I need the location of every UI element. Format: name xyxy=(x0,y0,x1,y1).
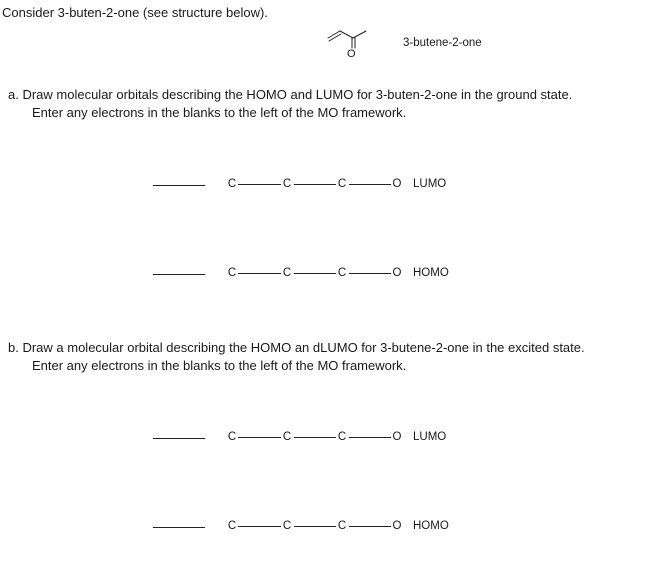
methyl-bond xyxy=(353,31,366,38)
bond-c3-o xyxy=(349,437,391,438)
electron-blank[interactable] xyxy=(153,185,205,186)
part-b-question: b. Draw a molecular orbital describing the HOMO an dLUMO for 3-butene-2-one in the excited state. xyxy=(8,340,585,355)
part-b-instruction: Enter any electrons in the blanks to the left of the MO framework. xyxy=(32,358,407,373)
bond-c3-o xyxy=(349,526,391,527)
electron-blank[interactable] xyxy=(153,274,205,275)
atom-c2: C xyxy=(282,520,292,532)
mo-label: HOMO xyxy=(413,267,449,279)
atom-c3: C xyxy=(337,267,347,279)
electron-blank[interactable] xyxy=(153,438,205,439)
mo-row-a-lumo xyxy=(153,177,473,191)
bond-c2-c3 xyxy=(294,437,336,438)
single-bond-cc xyxy=(340,31,353,38)
atom-c2: C xyxy=(282,267,292,279)
bond-c3-o xyxy=(349,273,391,274)
oxygen-label: O xyxy=(347,48,356,60)
mo-label: LUMO xyxy=(413,431,447,443)
atom-c3: C xyxy=(337,431,347,443)
atom-c1: C xyxy=(227,178,237,190)
double-bond-cc-1 xyxy=(328,31,340,38)
mo-row-b-lumo xyxy=(153,430,473,444)
bond-c1-c2 xyxy=(238,437,281,438)
bond-c3-o xyxy=(349,184,391,185)
atom-c1: C xyxy=(227,431,237,443)
atom-c2: C xyxy=(282,431,292,443)
part-a-question: a. Draw molecular orbitals describing the HOMO and LUMO for 3-buten-2-one in the ground state. xyxy=(8,87,573,102)
part-a-instruction: Enter any electrons in the blanks to the left of the MO framework. xyxy=(32,105,407,120)
atom-o: O xyxy=(392,431,402,443)
bond-c2-c3 xyxy=(294,273,336,274)
intro-text: Consider 3-buten-2-one (see structure below). xyxy=(2,5,268,20)
bond-c1-c2 xyxy=(238,526,281,527)
atom-o: O xyxy=(392,267,402,279)
atom-c3: C xyxy=(337,520,347,532)
bond-c1-c2 xyxy=(238,273,281,274)
mo-row-a-homo xyxy=(153,266,473,280)
atom-c2: C xyxy=(282,178,292,190)
double-bond-cc-2 xyxy=(329,34,341,41)
bond-c1-c2 xyxy=(238,184,281,185)
electron-blank[interactable] xyxy=(153,527,205,528)
mo-row-b-homo xyxy=(153,519,473,533)
atom-o: O xyxy=(392,520,402,532)
atom-c1: C xyxy=(227,520,237,532)
bond-c2-c3 xyxy=(294,526,336,527)
molecule-name-label: 3-butene-2-one xyxy=(403,37,482,49)
mo-label: LUMO xyxy=(413,178,447,190)
atom-o: O xyxy=(392,178,402,190)
atom-c1: C xyxy=(227,267,237,279)
bond-c2-c3 xyxy=(294,184,336,185)
mo-label: HOMO xyxy=(413,520,449,532)
atom-c3: C xyxy=(337,178,347,190)
molecule-structure xyxy=(326,24,386,64)
